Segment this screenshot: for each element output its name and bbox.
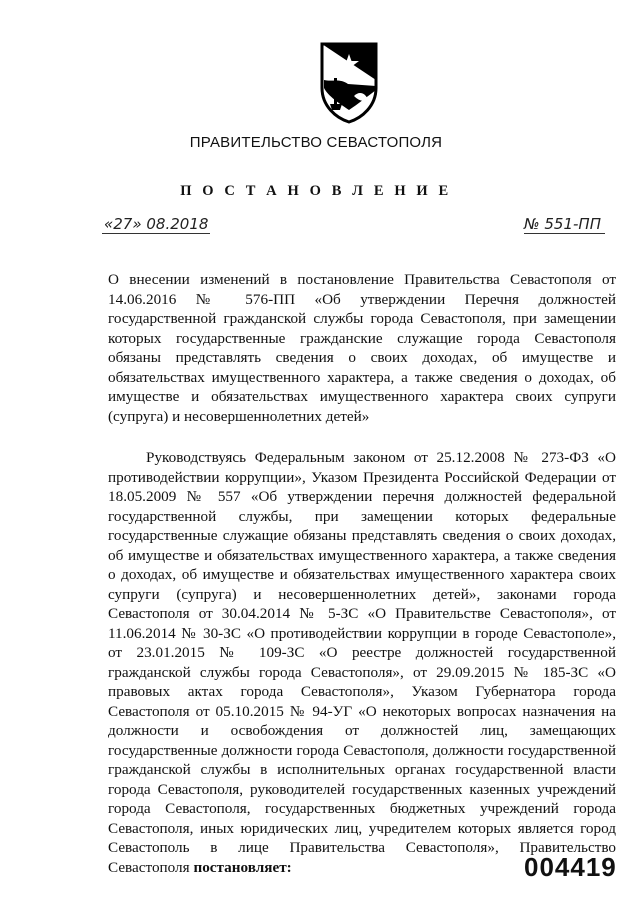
decree-body <box>108 448 616 877</box>
decree-resolves: постановляет: <box>193 858 292 876</box>
decree-subject: О внесении изменений в постановление Правительства Севастополя от 14.06.2016 № 576-ПП «Об утверждении Перечня должностей государственной гражданской службы города Севастополя, при замещении которых государственные гражданские служащие города Севастополя обязаны представлять сведения о своих доходах, об имуществе и обязательствах имущественного характера, а также сведения о доходах, об имуществе и обязательствах имущественного характера своих супруги (супруга) и несовершеннолетних детей» <box>108 271 616 425</box>
decree-date: «27» 08.2018 <box>104 215 209 233</box>
decree-body-text: Руководствуясь Федеральным законом от 25.12.2008 № 273-ФЗ «О противодействии коррупции», Указом Президента Российской Федерации от 18.05.2009 № 557 «Об утверждении перечня должностей федеральной государственной службы, при замещении которых федеральные государственные служащие обязаны представлять сведения о своих доходах, об имуществе и обязательствах имущественного характера, а также сведения о доходах, об имуществе и обязательствах имущественного характера своих супруги (супруга) и несовершеннолетних детей», законами города Севастополя от 30.04.2014 № 5-ЗС «О Правительстве Севастополя», от 11.06.2014 № 30-ЗС «О противодействии коррупции в городе Севастополе», от 23.01.2015 № 109-ЗС «О реестре должностей государственной гражданской службы города Севастополя», от 29.09.2015 № 185-ЗС «О правовых актах города Севастополя», Указом Губернатора города Севастополя от 05.10.2015 № 94-УГ «О некоторых вопросах назначения на должности и освобождения от должностей лиц, замещающих государственные должности города Севастополя, должности государственной гражданской службы в исполнительных органах государственной власти города Севастополя, руководителей государственных казенных учреждений города Севастополя, государственных бюджетных учреждений города Севастополя, иных юридических лиц, учредителем которых является город Севастополь в лице Правительства Севастополя», Правительство Севастополя <box>108 449 616 876</box>
document-type-title: П О С Т А Н О В Л Е Н И Е <box>180 183 452 199</box>
government-title: ПРАВИТЕЛЬСТВО СЕВАСТОПОЛЯ <box>189 134 443 151</box>
serial-number: 004419 <box>524 852 617 882</box>
sevastopol-coat-of-arms-icon <box>318 40 380 124</box>
decree-number: № 551-ПП <box>524 215 605 234</box>
